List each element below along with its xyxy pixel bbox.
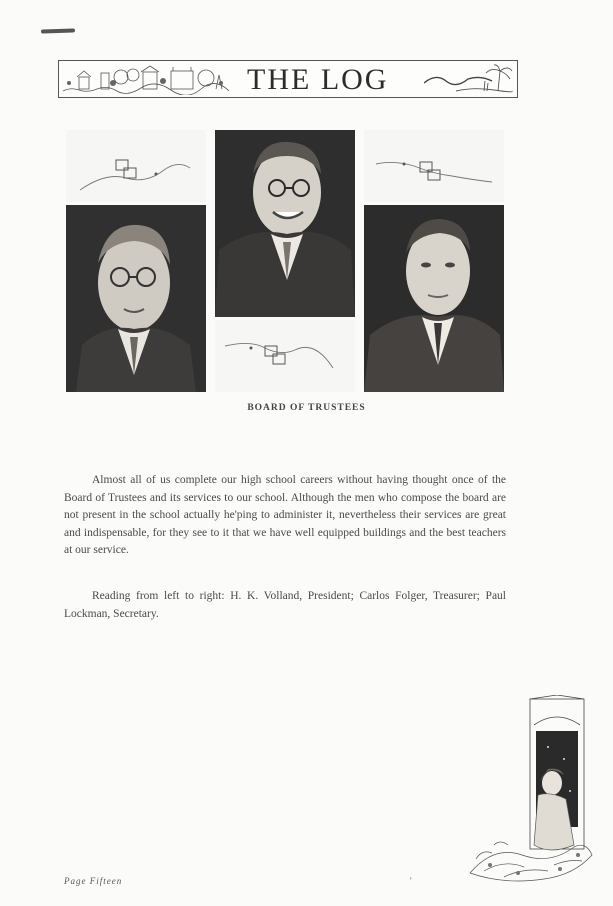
portrait-photo-middle xyxy=(215,130,355,317)
page-number-label: Page Fifteen xyxy=(64,876,123,886)
palm-tree-illustration xyxy=(454,63,514,95)
ornament-panel-middle xyxy=(215,320,355,392)
body-paragraph-2: Reading from left to right: H. K. Volland, President; Carlos Folger, Treasurer; Paul Lockman, Secretary. xyxy=(64,590,506,620)
ornament-panel-right xyxy=(364,130,504,202)
scroll-ornament xyxy=(66,130,206,202)
portrait-lockman xyxy=(364,205,504,392)
scroll-ornament xyxy=(215,320,355,392)
ornament-panel-left xyxy=(66,130,206,202)
seated-woman-illustration xyxy=(464,695,594,887)
portrait-volland xyxy=(66,205,206,392)
pen-mark-decoration xyxy=(41,28,75,33)
portrait-photo-left xyxy=(66,205,206,392)
portrait-photo-right xyxy=(364,205,504,392)
portrait-folger xyxy=(215,130,355,317)
photo-caption: BOARD OF TRUSTEES xyxy=(247,403,366,413)
page-title: THE LOG xyxy=(247,63,389,96)
header-banner xyxy=(58,60,518,98)
town-skyline-illustration xyxy=(61,63,231,95)
body-paragraph-1: Almost all of us complete our high school careers without having thought once of the Board of Trustees and its services to our school. Although the men who compose the board are not present in the school actually he'ping to administer it, nevertheless their services are great and indispensable, for they see to it that we have well equipped buildings and the best teachers at our service. xyxy=(64,474,506,556)
scroll-ornament xyxy=(364,130,504,202)
footer-mark: ' xyxy=(410,876,412,886)
